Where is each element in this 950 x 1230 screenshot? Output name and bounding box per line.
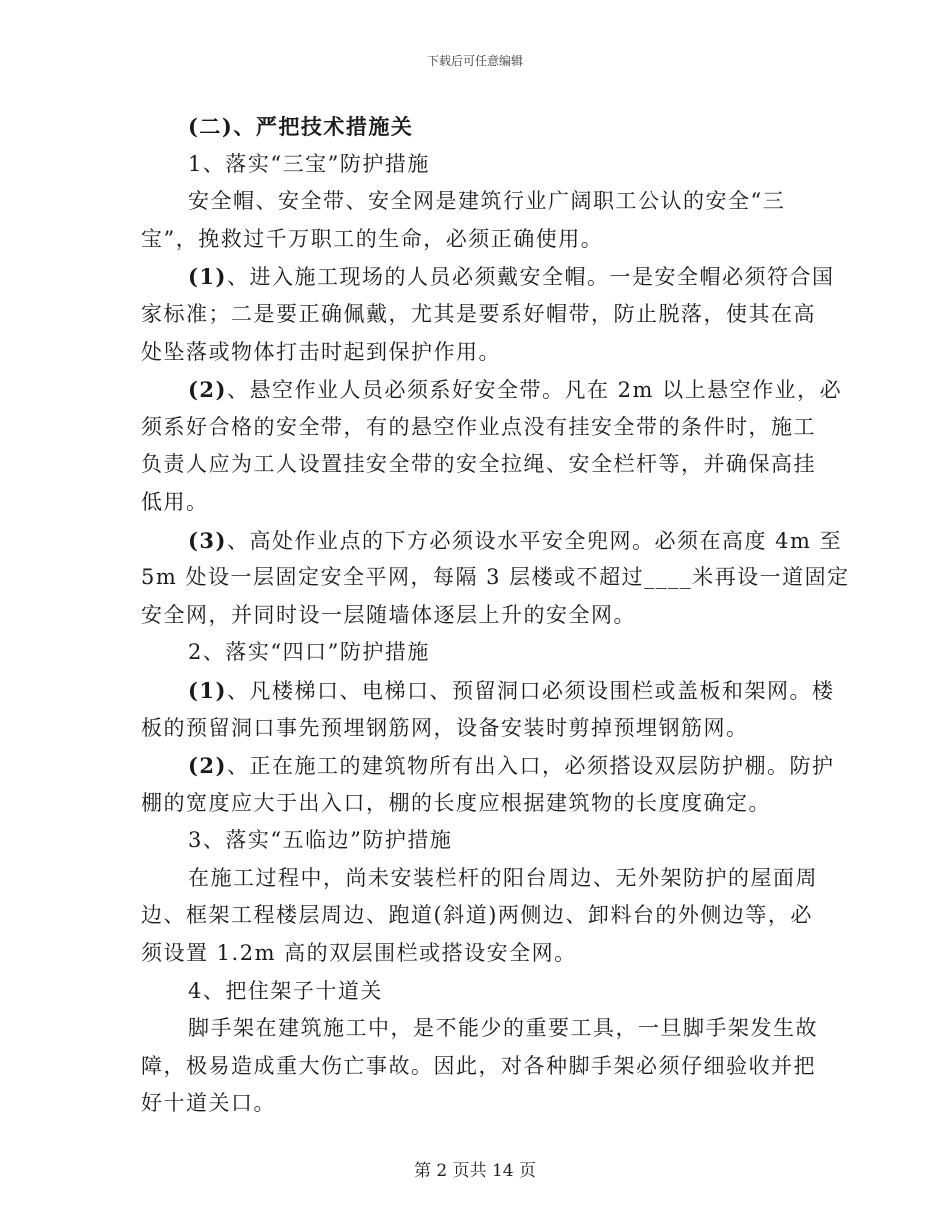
item3-title: 3、落实“五临边”防护措施 <box>188 828 453 853</box>
item4-line2: 障，极易造成重大伤亡事故。因此，对各种脚手架必须仔细验收并把 <box>141 1053 816 1078</box>
page-footer: 第 2 页共 14 页 <box>413 1161 537 1181</box>
item2-title: 2、落实“四口”防护措施 <box>188 640 430 665</box>
item4-line3: 好十道关口。 <box>141 1091 276 1116</box>
item1-para1-line2: 家标准；二是要正确佩戴，尤其是要系好帽带，防止脱落，使其在高 <box>141 301 816 326</box>
item1-para3-line1 <box>141 522 843 560</box>
item1-para2-label: (2) <box>188 377 227 403</box>
item2-para1-label: (1) <box>188 677 227 703</box>
section-title: (二)、严把技术措施关 <box>188 114 414 139</box>
item2-para2-line2: 棚的宽度应大于出入口，棚的长度应根据建筑物的长度度确定。 <box>141 790 771 815</box>
item1-intro-line2: 宝”，挽救过千万职工的生命，必须正确使用。 <box>141 226 604 251</box>
item1-para3-text: 、高处作业点的下方必须设水平安全兜网。必须在高度 4m 至 <box>226 528 843 553</box>
item1-para2-text: 、悬空作业人员必须系好安全带。凡在 2m 以上悬空作业，必 <box>226 378 843 403</box>
item1-para2-line1 <box>141 371 843 409</box>
item1-para1-text: 、进入施工现场的人员必须戴安全帽。一是安全帽必须符合国 <box>226 265 835 290</box>
item1-para3-line2: 5m 处设一层固定安全平网，每隔 3 层楼或不超过____米再设一道固定 <box>141 565 850 590</box>
item3-line2: 边、框架工程楼层周边、跑道(斜道)两侧边、卸料台的外侧边等，必 <box>141 903 813 928</box>
item4-title: 4、把住架子十道关 <box>188 978 383 1003</box>
item1-intro-line1: 安全帽、安全带、安全网是建筑行业广阔职工公认的安全“三 <box>188 189 786 214</box>
item1-para1-line3: 处坠落或物体打击时起到保护作用。 <box>141 339 501 364</box>
item2-para2-line1 <box>141 747 835 785</box>
item1-para3-label: (3) <box>188 527 227 553</box>
item2-para2-label: (2) <box>188 753 227 779</box>
item1-para1-line1 <box>141 258 835 296</box>
item1-para3-line3: 安全网，并同时设一层随墙体逐层上升的安全网。 <box>141 602 636 627</box>
item1-para2-line3: 负责人应为工人设置挂安全带的安全拉绳、安全栏杆等，并确保高挂 <box>141 452 816 477</box>
item1-para2-line4: 低用。 <box>141 489 209 514</box>
item2-para1-text: 、凡楼梯口、电梯口、预留洞口必须设围栏或盖板和架网。楼 <box>226 678 835 703</box>
item1-title: 1、落实“三宝”防护措施 <box>188 151 430 176</box>
item4-line1: 脚手架在建筑施工中，是不能少的重要工具，一旦脚手架发生故 <box>188 1016 818 1041</box>
item1-para2-line2: 须系好合格的安全带，有的悬空作业点没有挂安全带的条件时，施工 <box>141 414 816 439</box>
item1-para1-label: (1) <box>188 264 227 290</box>
page-header: 下载后可任意编辑 <box>426 54 523 68</box>
document-body <box>141 108 850 1123</box>
item2-para1-line2: 板的预留洞口事先预埋钢筋网，设备安装时剪掉预埋钢筋网。 <box>141 715 749 740</box>
item2-para1-line1 <box>141 672 835 710</box>
item2-para2-text: 、正在施工的建筑物所有出入口，必须搭设双层防护棚。防护 <box>226 754 835 779</box>
item3-line1: 在施工过程中，尚未安装栏杆的阳台周边、无外架防护的屋面周 <box>188 865 818 890</box>
item3-line3: 须设置 1.2m 高的双层围栏或搭设安全网。 <box>141 941 577 966</box>
